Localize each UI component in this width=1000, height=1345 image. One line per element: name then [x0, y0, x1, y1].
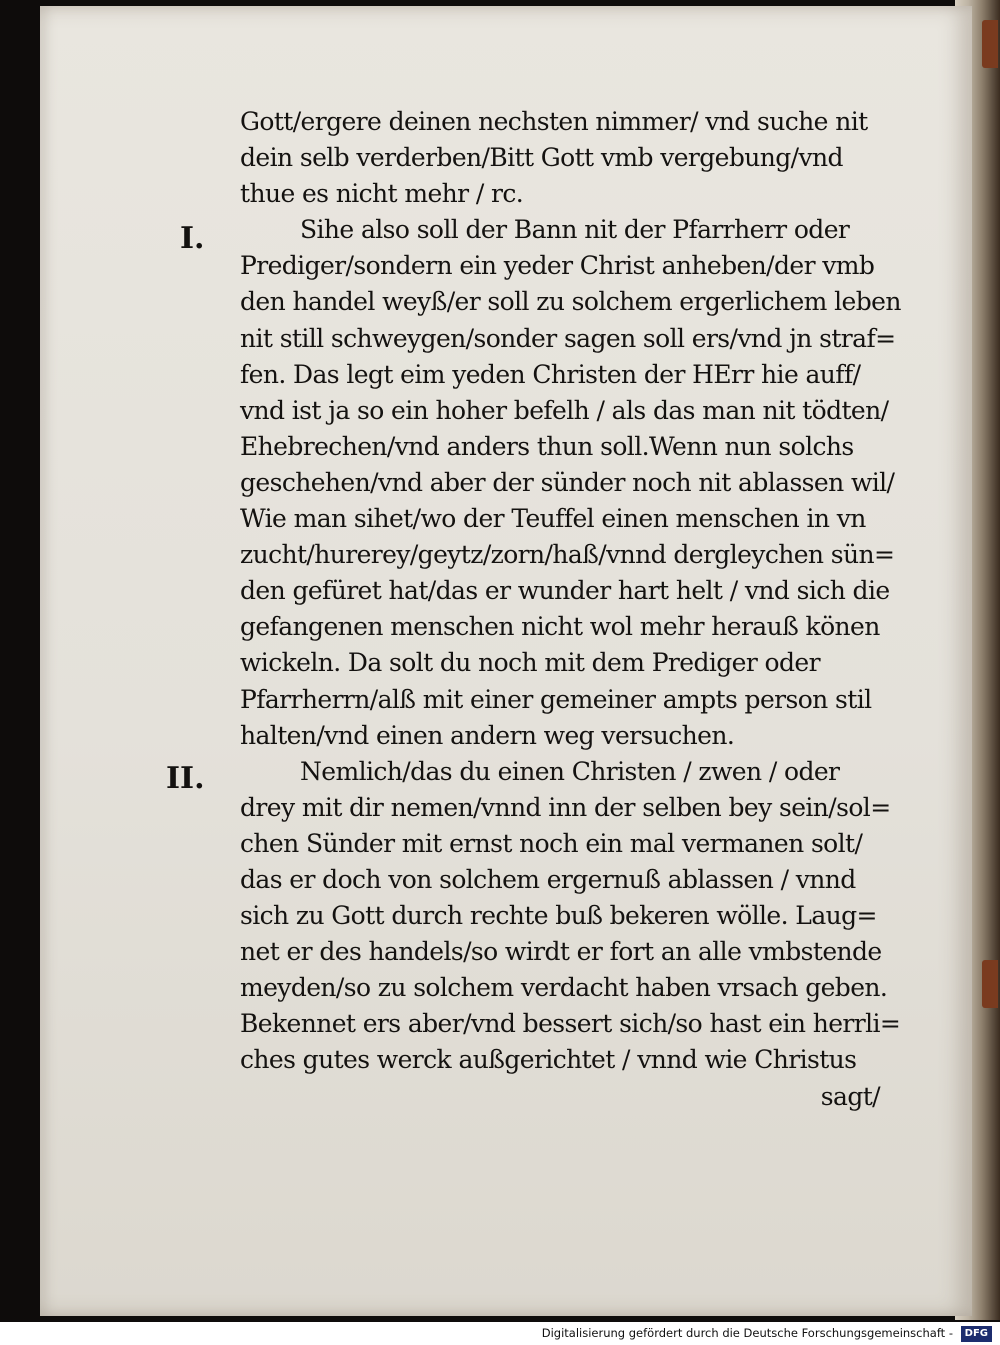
text-line: Nemlich/das du einen Christen / zwen / oder [300, 756, 840, 786]
section-marker-2: II. [166, 761, 205, 796]
text-line: drey mit dir nemen/vnnd inn der selben bey sein/sol= [240, 792, 891, 822]
text-line: fen. Das legt eim yeden Christen der HErr hie auff/ [240, 359, 861, 389]
page-edge-tab [982, 960, 998, 1008]
footer-credit [0, 1322, 1000, 1345]
text-line: Wie man sihet/wo der Teuffel einen menschen in vn [240, 504, 866, 534]
text-line: dein selb verderben/Bitt Gott vmb vergebung/vnd [240, 143, 843, 173]
book-page [40, 6, 972, 1316]
text-line: wickeln. Da solt du noch mit dem Prediger oder [240, 648, 820, 678]
section-marker-1: I. [180, 221, 205, 256]
footer-text: Digitalisierung gefördert durch die Deutsche Forschungsgemeinschaft - [541, 1326, 953, 1340]
text-line: Pfarrherrn/alß mit einer gemeiner ampts person stil [240, 684, 872, 714]
page-text [240, 104, 940, 1115]
text-line: den handel weyß/er soll zu solchem ergerlichem leben [240, 287, 901, 317]
text-line: zucht/hurerey/geytz/zorn/haß/vnnd dergleychen sün= [240, 540, 895, 570]
text-line: das er doch von solchem ergernuß ablassen / vnnd [240, 864, 856, 894]
text-line: net er des handels/so wirdt er fort an alle vmbstende [240, 937, 882, 967]
text-line: chen Sünder mit ernst noch ein mal vermanen solt/ [240, 828, 863, 858]
text-line: Prediger/sondern ein yeder Christ anheben/der vmb [240, 251, 875, 281]
text-line: ches gutes werck außgerichtet / vnnd wie Christus [240, 1045, 857, 1075]
dfg-logo-icon: DFG [961, 1326, 992, 1342]
text-line: gefangenen menschen nicht wol mehr herauß könen [240, 612, 880, 642]
text-line: Gott/ergere deinen nechsten nimmer/ vnd suche nit [240, 107, 868, 136]
text-line: meyden/so zu solchem verdacht haben vrsach geben. [240, 973, 888, 1003]
text-line: nit still schweygen/sonder sagen soll ers/vnd jn straf= [240, 323, 896, 353]
text-line: geschehen/vnd aber der sünder noch nit ablassen wil/ [240, 467, 895, 497]
text-line: halten/vnd einen andern weg versuchen. [240, 720, 735, 750]
text-line: sich zu Gott durch rechte buß bekeren wölle. Laug= [240, 901, 877, 931]
text-line: vnd ist ja so ein hoher befelh / als das man nit tödten/ [240, 395, 889, 425]
catchword: sagt/ [820, 1081, 880, 1111]
text-line: thue es nicht mehr / rc. [240, 179, 524, 209]
text-line: Ehebrechen/vnd anders thun soll.Wenn nun solchs [240, 431, 854, 461]
text-line: Bekennet ers aber/vnd bessert sich/so hast ein herrli= [240, 1009, 901, 1039]
text-line: Sihe also soll der Bann nit der Pfarrherr oder [300, 215, 850, 245]
text-line: den gefüret hat/das er wunder hart helt / vnd sich die [240, 576, 890, 606]
page-edge-tab [982, 20, 998, 68]
